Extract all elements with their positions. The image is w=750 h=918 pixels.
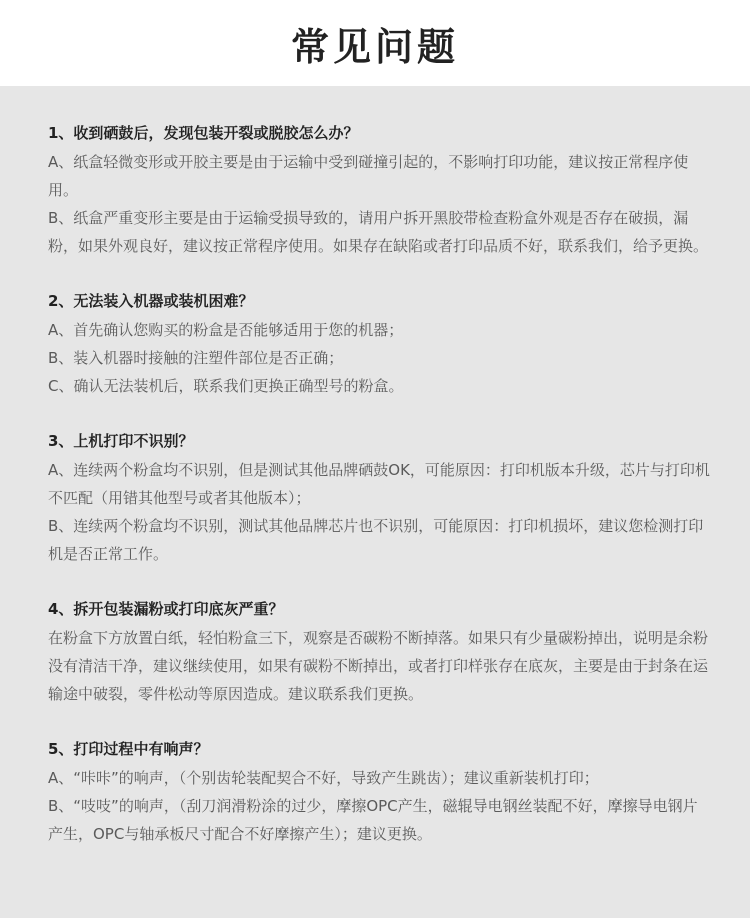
- faq-question: 4、拆开包装漏粉或打印底灰严重？: [48, 600, 284, 618]
- faq-answer: A、“咔咔”的响声，（个别齿轮装配契合不好，导致产生跳齿）；建议重新装机打印；: [48, 769, 599, 787]
- faq-item-3: [48, 430, 710, 568]
- faq-item-2: [48, 290, 710, 400]
- faq-answer: 在粉盒下方放置白纸，轻怕粉盒三下，观察是否碳粉不断掉落。如果只有少量碳粉掉出，说明是余粉没有清洁干净，建议继续使用，如果有碳粉不断掉出，或者打印样张存在底灰，主要是由于封条在运输途中破裂，零件松动等原因造成。建议联系我们更换。: [48, 629, 709, 703]
- faq-answer: B、“吱吱”的响声，（刮刀润滑粉涂的过少，摩擦OPC产生，磁辊导电钢丝装配不好，摩擦导电钢片产生，OPC与轴承板尺寸配合不好摩擦产生）；建议更换。: [48, 797, 698, 843]
- faq-list: [0, 86, 750, 848]
- faq-item-4: [48, 598, 710, 708]
- faq-answer: B、纸盒严重变形主要是由于运输受损导致的，请用户拆开黑胶带检查粉盒外观是否存在破损，漏粉，如果外观良好，建议按正常程序使用。如果存在缺陷或者打印品质不好，联系我们，给予更换。: [48, 209, 709, 255]
- faq-question: 1、收到硒鼓后，发现包装开裂或脱胶怎么办？: [48, 124, 359, 142]
- faq-answer: A、纸盒轻微变形或开胶主要是由于运输中受到碰撞引起的，不影响打印功能，建议按正常程序使用。: [48, 153, 689, 199]
- faq-item-5: [48, 738, 710, 848]
- faq-item-1: [48, 122, 710, 260]
- faq-question: 5、打印过程中有响声？: [48, 740, 209, 758]
- faq-answer: C、确认无法装机后，联系我们更换正确型号的粉盒。: [48, 377, 404, 395]
- faq-question: 2、无法装入机器或装机困难？: [48, 292, 254, 310]
- faq-answer: B、连续两个粉盒均不识别，测试其他品牌芯片也不识别，可能原因：打印机损坏，建议您检测打印机是否正常工作。: [48, 517, 704, 563]
- faq-answer: A、首先确认您购买的粉盒是否能够适用于您的机器；: [48, 321, 404, 339]
- faq-question: 3、上机打印不识别？: [48, 432, 194, 450]
- page-title: 常见问题: [290, 24, 459, 69]
- faq-answer: B、装入机器时接触的注塑件部位是否正确；: [48, 349, 344, 367]
- faq-answer: A、连续两个粉盒均不识别，但是测试其他品牌硒鼓OK，可能原因：打印机版本升级，芯片与打印机不匹配（用错其他型号或者其他版本）；: [48, 461, 710, 507]
- page-header: [0, 0, 750, 86]
